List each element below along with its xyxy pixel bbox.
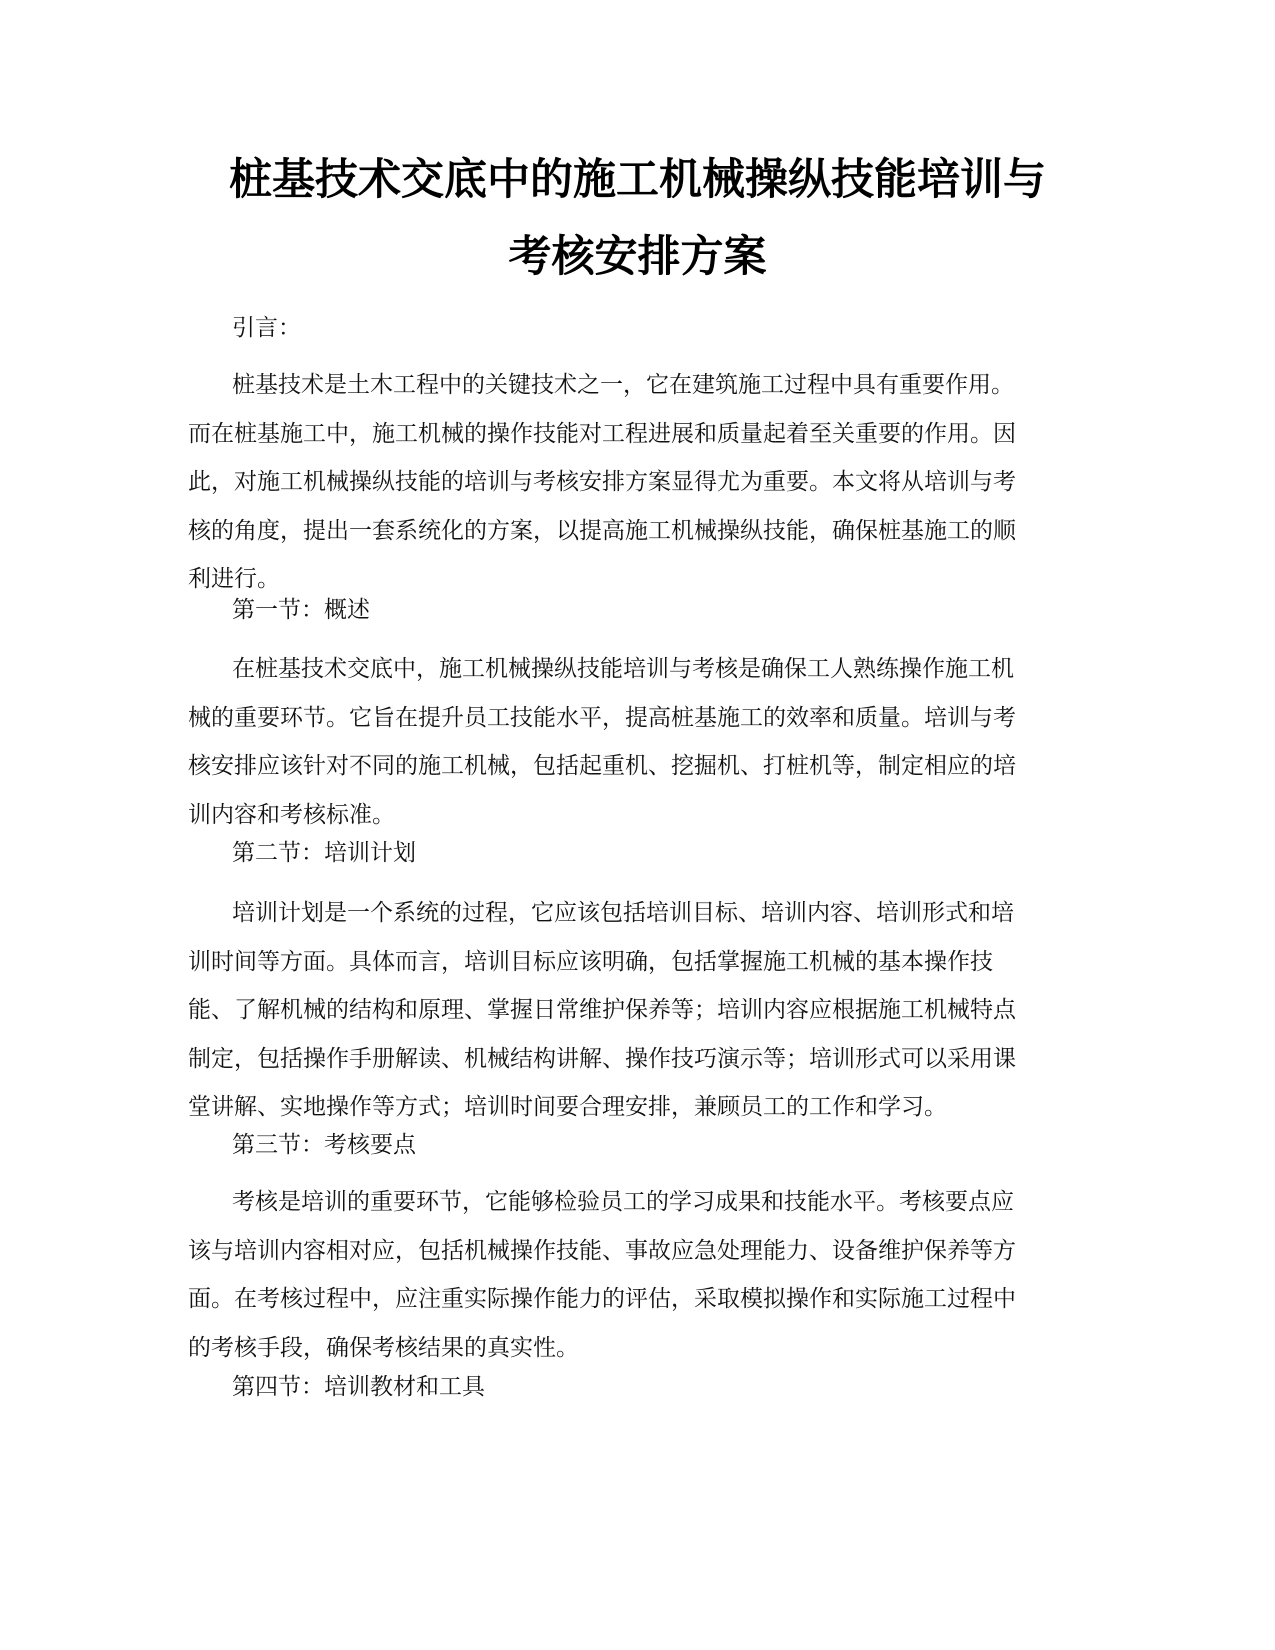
paragraph-line: 核安排应该针对不同的施工机械，包括起重机、挖掘机、打桩机等，制定相应的培 bbox=[188, 753, 1016, 779]
intro-paragraph bbox=[188, 370, 1088, 613]
document-title-line-1: 桩基技术交底中的施工机械操纵技能培训与 bbox=[229, 155, 1046, 205]
paragraph-line: 堂讲解、实地操作等方式；培训时间要合理安排，兼顾员工的工作和学习。 bbox=[188, 1094, 947, 1120]
paragraph-line: 的考核手段，确保考核结果的真实性。 bbox=[188, 1334, 579, 1361]
section-2-paragraph bbox=[188, 898, 1088, 1141]
paragraph-line: 培训计划是一个系统的过程，它应该包括培训目标、培训内容、培训形式和培 bbox=[232, 900, 1014, 926]
paragraph-line: 桩基技术是土木工程中的关键技术之一，它在建筑施工过程中具有重要作用。 bbox=[232, 372, 1014, 398]
paragraph-line: 制定，包括操作手册解读、机械结构讲解、操作技巧演示等；培训形式可以采用课 bbox=[188, 1045, 1016, 1072]
paragraph-line: 在桩基技术交底中，施工机械操纵技能培训与考核是确保工人熟练操作施工机 bbox=[232, 656, 1014, 682]
paragraph-line: 该与培训内容相对应，包括机械操作技能、事故应急处理能力、设备维护保养等方 bbox=[188, 1237, 1016, 1264]
section-1-heading: 第一节：概述 bbox=[232, 597, 370, 623]
paragraph-line: 面。在考核过程中，应注重实际操作能力的评估，采取模拟操作和实际施工过程中 bbox=[188, 1286, 1016, 1312]
intro-heading: 引言： bbox=[232, 315, 301, 341]
paragraph-line: 核的角度，提出一套系统化的方案，以提高施工机械操纵技能，确保桩基施工的顺 bbox=[188, 517, 1016, 544]
paragraph-line: 而在桩基施工中，施工机械的操作技能对工程进展和质量起着至关重要的作用。因 bbox=[188, 420, 1016, 447]
document-title-line-2: 考核安排方案 bbox=[508, 232, 767, 282]
paragraph-line: 利进行。 bbox=[188, 566, 280, 592]
section-4-heading: 第四节：培训教材和工具 bbox=[232, 1374, 485, 1400]
section-3-paragraph bbox=[188, 1187, 1088, 1381]
paragraph-line: 考核是培训的重要环节，它能够检验员工的学习成果和技能水平。考核要点应 bbox=[232, 1189, 1014, 1215]
section-1-paragraph bbox=[188, 654, 1088, 848]
section-3-heading: 第三节：考核要点 bbox=[232, 1132, 416, 1158]
paragraph-line: 械的重要环节。它旨在提升员工技能水平，提高桩基施工的效率和质量。培训与考 bbox=[188, 704, 1016, 731]
paragraph-line: 训内容和考核标准。 bbox=[188, 801, 395, 828]
section-2-heading: 第二节：培训计划 bbox=[232, 840, 416, 866]
paragraph-line: 此，对施工机械操纵技能的培训与考核安排方案显得尤为重要。本文将从培训与考 bbox=[188, 469, 1016, 495]
paragraph-line: 训时间等方面。具体而言，培训目标应该明确，包括掌握施工机械的基本操作技 bbox=[188, 948, 993, 975]
paragraph-line: 能、了解机械的结构和原理、掌握日常维护保养等；培训内容应根据施工机械特点 bbox=[188, 997, 1016, 1023]
